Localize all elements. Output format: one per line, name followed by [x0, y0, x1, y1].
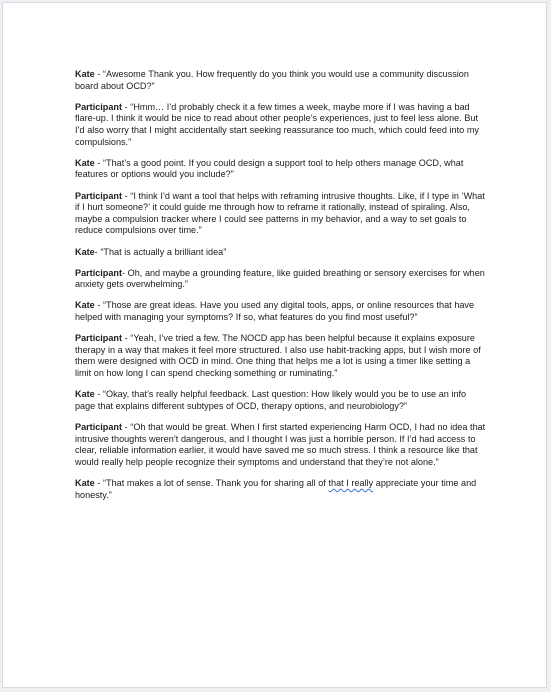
speaker-separator: - — [94, 477, 104, 488]
paragraph-text: “That’s a good point. If you could design a support tool to help others manage OCD, what features or options would you include?” — [75, 157, 464, 180]
paragraph-text: “Yeah, I’ve tried a few. The NOCD app has been helpful because it explains exposure therapy in a way that makes it feel more structured. I also use habit-tracking apps, but I wish more of them were designed with OCD in mind. One thing that helps me a lot is using a timer like setting a limit on how long I can spend checking something or ruminating.” — [75, 333, 481, 379]
paragraph-text: Oh, and maybe a grounding feature, like guided breathing or sensory exercises for when anxiety gets overwhelming.” — [75, 267, 485, 290]
document-page — [2, 2, 547, 688]
transcript-paragraph — [75, 389, 487, 412]
speaker-name: Kate — [75, 246, 95, 257]
transcript-paragraph — [75, 158, 487, 181]
speaker-separator: - — [94, 300, 104, 311]
speaker-name: Participant — [75, 267, 122, 278]
speaker-name: Kate — [75, 389, 95, 400]
transcript-paragraph — [75, 268, 487, 291]
speaker-separator: - — [94, 389, 104, 400]
paragraph-text: “Hmm… I’d probably check it a few times a week, maybe more if I was having a bad flare-up. I think it would be nice to read about other people’s experiences, just to feel less alone. But I’d also worry that I might accidentally start seeking reassurance too much, which could feed into my compulsions.” — [75, 101, 479, 147]
paragraph-text: “That is actually a brilliant idea” — [100, 246, 227, 257]
speaker-name: Participant — [75, 333, 122, 344]
speaker-separator: - — [122, 422, 131, 432]
transcript-paragraph — [75, 422, 487, 468]
speaker-separator: - — [94, 246, 101, 257]
speaker-name: Participant — [75, 422, 122, 432]
paragraph-text: “Okay, that’s really helpful feedback. Last question: How likely would you be to use an info page that explains different subtypes of OCD, therapy options, and neurobiology?” — [75, 389, 467, 411]
transcript-paragraph — [75, 478, 487, 501]
document-body[interactable] — [75, 69, 487, 511]
paragraph-text: “Those are great ideas. Have you used any digital tools, apps, or online resources that have helped with managing your symptoms? If so, what features do you find most useful?” — [75, 300, 475, 323]
speaker-name: Kate — [75, 157, 95, 168]
transcript-paragraph — [75, 102, 487, 148]
speaker-separator: - — [122, 101, 131, 112]
paragraph-text: appreciate your time and honesty.” — [75, 477, 477, 500]
grammar-flagged-text[interactable]: that I really — [328, 477, 374, 488]
speaker-separator: - — [94, 157, 104, 168]
speaker-name: Kate — [75, 300, 95, 311]
speaker-name: Participant — [75, 101, 122, 112]
paragraph-text: “Awesome Thank you. How frequently do you think you would use a community discussion board about OCD?” — [75, 69, 469, 91]
speaker-separator: - — [94, 69, 104, 79]
speaker-name: Kate — [75, 69, 95, 79]
transcript-paragraph — [75, 191, 487, 237]
transcript-paragraph — [75, 300, 487, 323]
transcript-paragraph — [75, 69, 487, 92]
speaker-name: Participant — [75, 190, 122, 201]
paragraph-text: “Oh that would be great. When I first started experiencing Harm OCD, I had no idea that intrusive thoughts weren’t dangerous, and I thought I was just a horrible person. If I’d had access to clear, reliable information earlier, it would have saved me so much stress. I think a resource like that would really help people recognize their symptoms and understand that they’re not alone.” — [75, 422, 486, 467]
transcript-paragraph — [75, 247, 487, 259]
paragraph-text: “I think I’d want a tool that helps with reframing intrusive thoughts. Like, if I type in ‘What if I hurt someone?’ it could guide me through how to reframe it rationally, instead of spiraling. Also, maybe a compulsion tracker where I could see patterns in my behavior, and a way to set goals to reduce compulsions over time.” — [75, 190, 485, 236]
transcript-paragraph — [75, 333, 487, 379]
speaker-separator: - — [122, 267, 128, 278]
speaker-separator: - — [122, 190, 131, 201]
speaker-separator: - — [122, 333, 131, 344]
speaker-name: Kate — [75, 477, 95, 488]
paragraph-text: “That makes a lot of sense. Thank you for sharing all of — [103, 477, 329, 488]
